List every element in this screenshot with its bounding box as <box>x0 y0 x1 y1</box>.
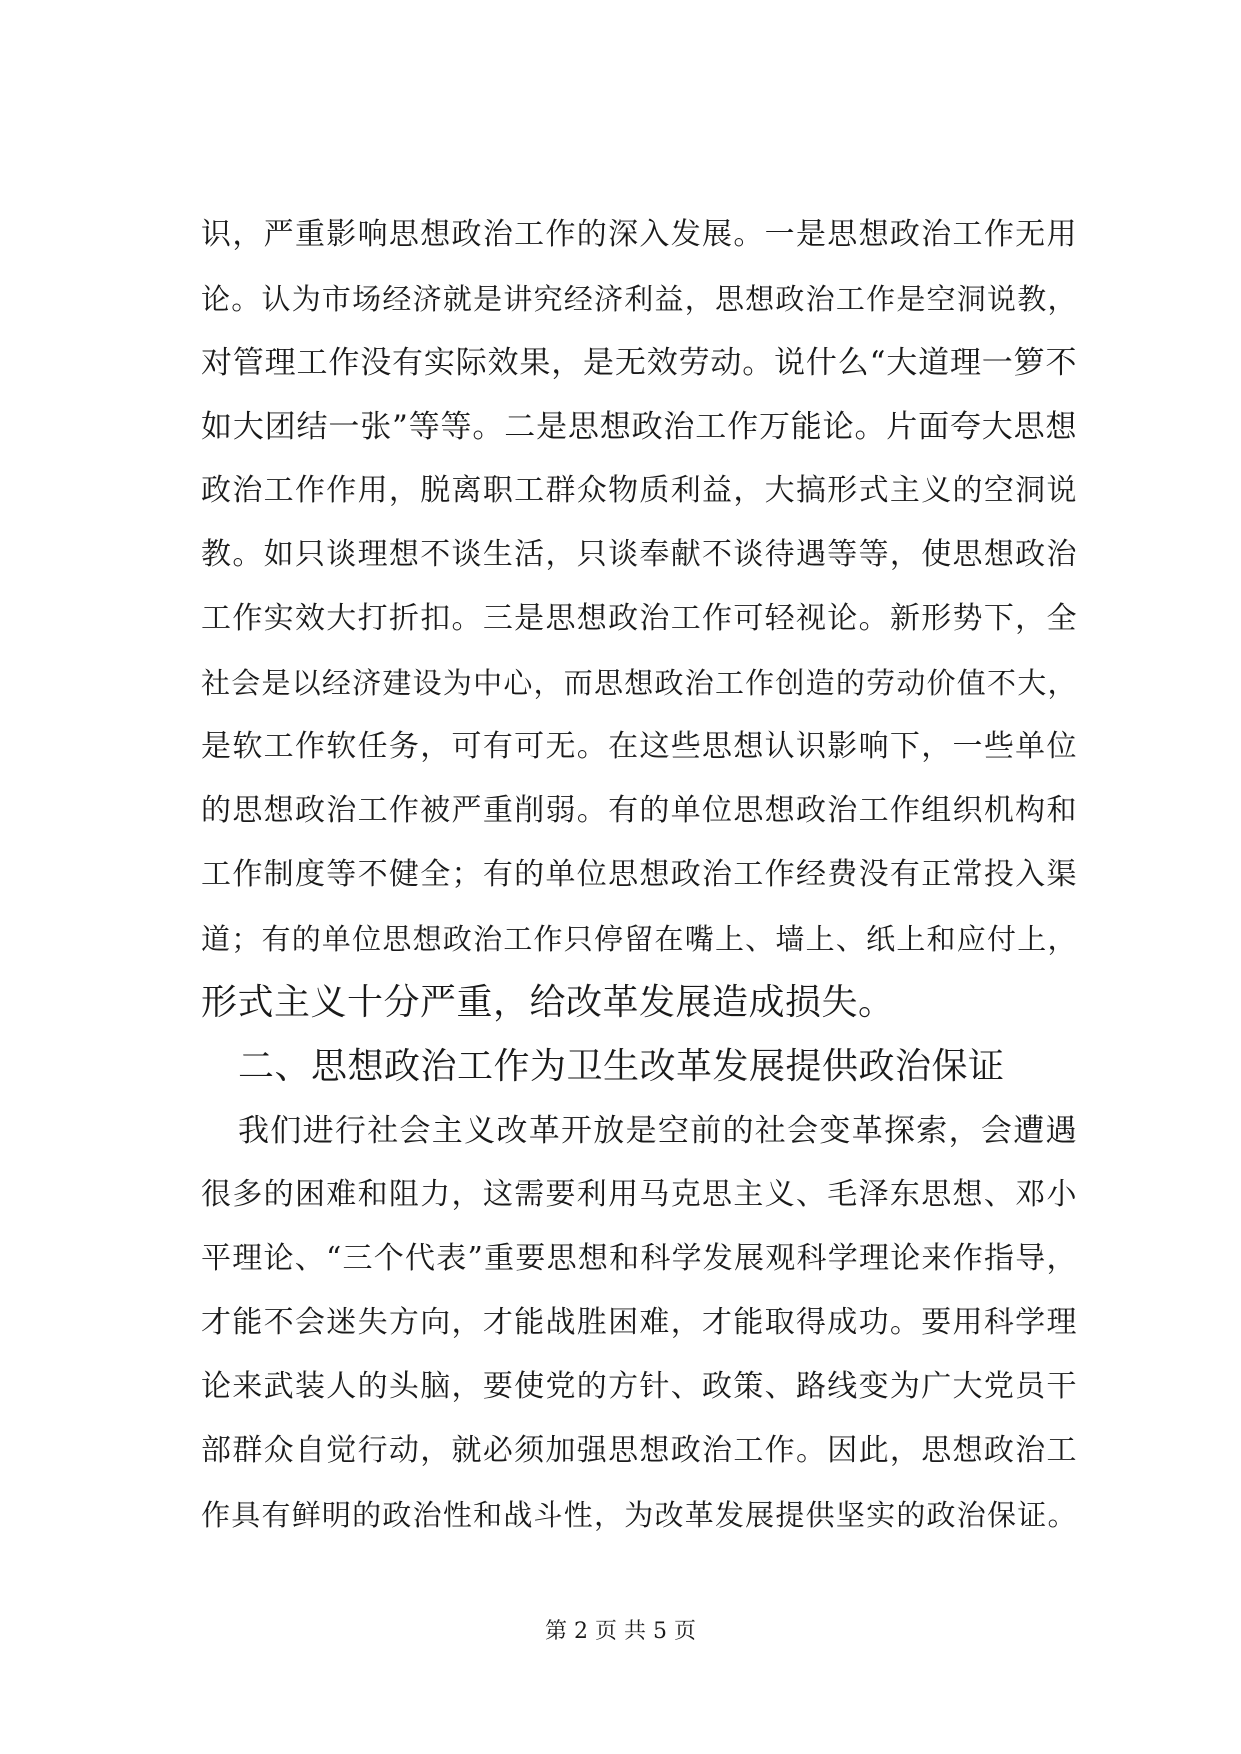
paragraph-line: 平理论、“三个代表”重要思想和科学发展观科学理论来作指导， <box>201 1241 1077 1276</box>
paragraph-line: 如大团结一张”等等。二是思想政治工作万能论。片面夸大思想 <box>201 409 1077 445</box>
paragraph-line: 才能不会迷失方向，才能战胜困难，才能取得成功。要用科学理 <box>201 1305 1077 1340</box>
paragraph-line: 作具有鲜明的政治性和战斗性，为改革发展提供坚实的政治保证。 <box>201 1498 1077 1532</box>
paragraph-line: 识，严重影响思想政治工作的深入发展。一是思想政治工作无用 <box>201 217 1077 252</box>
section-heading: 二、思想政治工作为卫生改革发展提供政治保证 <box>238 1046 1005 1087</box>
paragraph-line: 形式主义十分严重，给改革发展造成损失。 <box>201 982 895 1023</box>
paragraph-line: 很多的困难和阻力，这需要利用马克思主义、毛泽东思想、邓小 <box>201 1177 1077 1212</box>
paragraph-line: 教。如只谈理想不谈生活，只谈奉献不谈待遇等等，使思想政治 <box>201 537 1077 572</box>
paragraph-line: 社会是以经济建设为中心，而思想政治工作创造的劳动价值不大， <box>201 666 1077 700</box>
page-number-footer: 第 2 页 共 5 页 <box>545 1619 696 1644</box>
paragraph-line: 的思想政治工作被严重削弱。有的单位思想政治工作组织机构和 <box>201 793 1077 828</box>
paragraph-line: 论来武装人的头脑，要使党的方针、政策、路线变为广大党员干 <box>201 1369 1077 1404</box>
paragraph-line: 论。认为市场经济就是讲究经济利益，思想政治工作是空洞说教， <box>201 282 1077 316</box>
paragraph-line: 我们进行社会主义改革开放是空前的社会变革探索，会遭遇 <box>238 1113 1077 1149</box>
paragraph-line: 工作实效大打折扣。三是思想政治工作可轻视论。新形势下，全 <box>201 601 1077 636</box>
paragraph-line: 是软工作软任务，可有可无。在这些思想认识影响下，一些单位 <box>201 729 1077 764</box>
paragraph-line: 政治工作作用，脱离职工群众物质利益，大搞形式主义的空洞说 <box>201 473 1077 508</box>
paragraph-line: 工作制度等不健全；有的单位思想政治工作经费没有正常投入渠 <box>201 857 1077 892</box>
paragraph-line: 道；有的单位思想政治工作只停留在嘴上、墙上、纸上和应付上， <box>201 922 1077 956</box>
paragraph-line: 部群众自觉行动，就必须加强思想政治工作。因此，思想政治工 <box>201 1433 1077 1468</box>
paragraph-line: 对管理工作没有实际效果，是无效劳动。说什么“大道理一箩不 <box>201 345 1077 381</box>
